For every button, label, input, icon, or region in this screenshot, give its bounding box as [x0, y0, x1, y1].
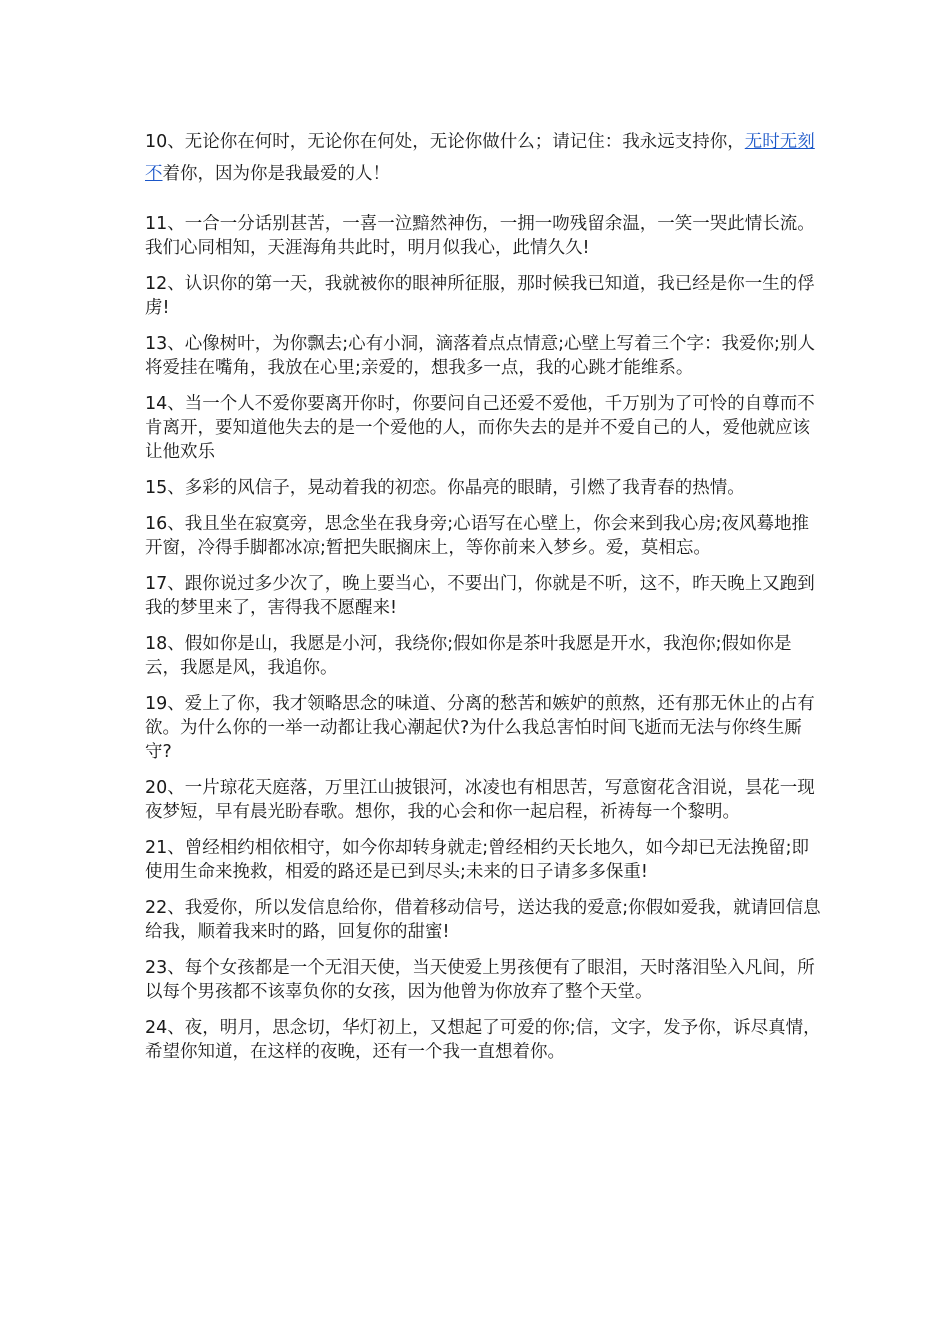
inline-link[interactable]: 无时无刻不 — [145, 132, 815, 184]
paragraph-10-text-before-link: 10、无论你在何时，无论你在何处，无论你做什么；请记住：我永远支持你， — [145, 132, 745, 152]
document-page — [145, 126, 825, 1076]
paragraph-19: 19、爱上了你，我才领略思念的味道、分离的愁苦和嫉妒的煎熬，还有那无休止的占有欲。为什么你的一举一动都让我心潮起伏?为什么我总害怕时间飞逝而无法与你终生厮守? — [145, 694, 815, 762]
paragraph-15: 15、多彩的风信子，晃动着我的初恋。你晶亮的眼睛，引燃了我青春的热情。 — [145, 478, 745, 498]
paragraph-13: 13、心像树叶，为你飘去;心有小洞，滴落着点点情意;心壁上写着三个字：我爱你;别人将爱挂在嘴角，我放在心里;亲爱的，想我多一点，我的心跳才能维系。 — [145, 334, 815, 378]
paragraph-11: 11、一合一分话别甚苦，一喜一泣黯然神伤，一拥一吻残留余温，一笑一哭此情长流。我们心同相知，天涯海角共此时，明月似我心，此情久久! — [145, 214, 815, 258]
paragraph-24: 24、夜，明月，思念切，华灯初上，又想起了可爱的你;信，文字，发予你，诉尽真情，希望你知道，在这样的夜晚，还有一个我一直想着你。 — [145, 1018, 821, 1062]
paragraph-18: 18、假如你是山，我愿是小河，我绕你;假如你是茶叶我愿是开水，我泡你;假如你是云，我愿是风，我追你。 — [145, 634, 792, 678]
paragraph-10-text-after-link: 着你，因为你是我最爱的人！ — [162, 164, 390, 184]
paragraph-17: 17、跟你说过多少次了，晚上要当心，不要出门，你就是不听，这不，昨天晚上又跑到我的梦里来了，害得我不愿醒来! — [145, 574, 815, 618]
paragraph-10 — [145, 126, 825, 190]
paragraph-16: 16、我且坐在寂寞旁，思念坐在我身旁;心语写在心壁上，你会来到我心房;夜风蓦地推开窗，冷得手脚都冰凉;暂把失眠搁床上，等你前来入梦乡。爱，莫相忘。 — [145, 514, 810, 558]
paragraph-14: 14、当一个人不爱你要离开你时，你要问自己还爱不爱他，千万别为了可怜的自尊而不肯离开，要知道他失去的是一个爱他的人，而你失去的是并不爱自己的人，爱他就应该让他欢乐 — [145, 394, 815, 462]
paragraph-22: 22、我爱你，所以发信息给你，借着移动信号，送达我的爱意;你假如爱我，就请回信息给我，顺着我来时的路，回复你的甜蜜! — [145, 898, 821, 942]
paragraph-23: 23、每个女孩都是一个无泪天使，当天使爱上男孩便有了眼泪，天时落泪坠入凡间，所以每个男孩都不该辜负你的女孩，因为他曾为你放弃了整个天堂。 — [145, 958, 815, 1002]
paragraph-20: 20、一片琼花天庭落，万里江山披银河，冰凌也有相思苦，写意窗花含泪说，昙花一现夜梦短，早有晨光盼春歌。想你，我的心会和你一起启程，祈祷每一个黎明。 — [145, 778, 815, 822]
paragraph-21: 21、曾经相约相依相守，如今你却转身就走;曾经相约天长地久，如今却已无法挽留;即使用生命来挽救，相爱的路还是已到尽头;未来的日子请多多保重! — [145, 838, 810, 882]
paragraph-12: 12、认识你的第一天，我就被你的眼神所征服，那时候我已知道，我已经是你一生的俘虏! — [145, 274, 815, 318]
